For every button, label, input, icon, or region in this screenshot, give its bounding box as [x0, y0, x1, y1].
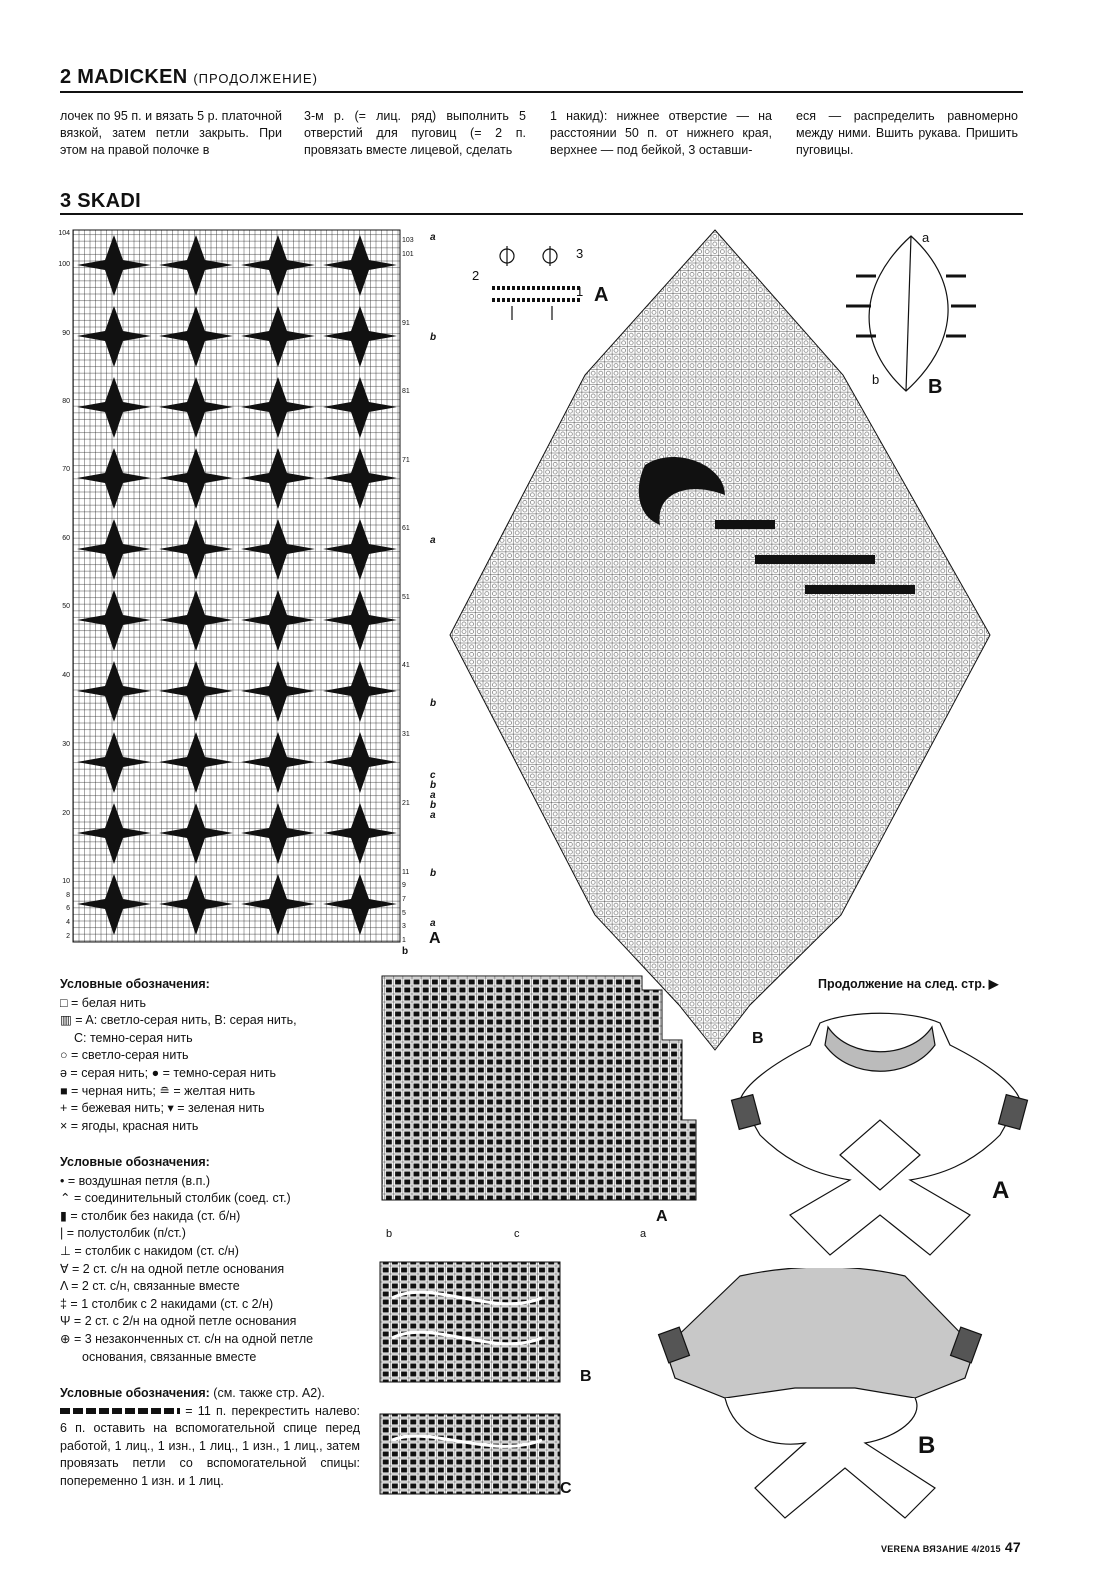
legend-item: ⌃ = соединительный столбик (соед. ст.): [60, 1191, 291, 1206]
row-number: 70: [62, 466, 70, 473]
crochet-b-mark-b: b: [872, 372, 880, 387]
chart-small-b: [372, 1258, 612, 1398]
chart-small-a-mark-c: c: [514, 1228, 520, 1240]
row-number: 61: [402, 525, 410, 532]
continuation-note: Продолжение на след. стр. ▶: [818, 977, 999, 991]
chart-small-a-mark-a: a: [640, 1228, 647, 1240]
row-number: 4: [66, 919, 70, 926]
row-number: 90: [62, 330, 70, 337]
chart-a-grid: [46, 228, 446, 963]
cable-symbol-icon: [60, 1408, 180, 1414]
row-number: 8: [66, 892, 70, 899]
row-number: 31: [402, 731, 410, 738]
crochet-diagram-b: [836, 226, 986, 401]
magazine-name: VERENA ВЯЗАНИЕ 4/2015: [880, 1544, 1001, 1554]
band-letter: a: [430, 810, 436, 821]
legend-item: ‡ = 1 столбик с 2 накидами (ст. с 2/н): [60, 1296, 274, 1311]
chart-small-c: [372, 1410, 612, 1530]
crochet-a-label: A: [594, 284, 609, 306]
legend-item: ■ = черная нить; ≘ = желтая нить: [60, 1083, 256, 1098]
legend-item: | = полустолбик (п/ст.): [60, 1226, 186, 1241]
row-number: 81: [402, 388, 410, 395]
row-number: 2: [66, 933, 70, 940]
row-number: 51: [402, 594, 410, 601]
chart-a-label: A: [429, 930, 441, 947]
legend-item: × = ягоды, красная нить: [60, 1118, 199, 1133]
band-letter: b: [430, 780, 437, 791]
row-number: 3: [402, 923, 406, 930]
chart-a-right-row-numbers: [402, 228, 426, 948]
row-number: 40: [62, 672, 70, 679]
crochet-a-mark-1: 1: [576, 284, 584, 299]
crochet-a-mark-2: 2: [472, 268, 480, 283]
schematic-b: [655, 1268, 985, 1528]
row-number: 10: [62, 878, 70, 885]
row-number: 5: [402, 910, 406, 917]
row-number: 101: [402, 251, 414, 258]
crochet-a-mark-3: 3: [576, 246, 584, 261]
legend-cable-title-suffix: (см. также стр. А2).: [209, 1386, 325, 1400]
schematic-a: [730, 1005, 1030, 1270]
chart-a-bands: [426, 228, 442, 948]
legend-colors: [60, 976, 297, 1135]
text-column-3: 1 накид): нижнее отверстие — на расстоянии 50 п. от нижнего края, верхнее — под бейкой, 3 оставши-: [550, 109, 772, 157]
legend-item: □ = белая нить: [60, 995, 146, 1010]
band-letter: b: [430, 698, 437, 709]
legend-item: • = воздушная петля (в.п.): [60, 1173, 211, 1188]
band-letter: a: [430, 232, 436, 243]
text-column-4: еся — распределить равномерно между ними. Вшить рукава. Пришить пуговицы.: [796, 109, 1018, 157]
legend-cable-note: [60, 1385, 360, 1491]
chart-small-a-label: A: [656, 1208, 668, 1225]
section-2-title: 2 MADICKEN (ПРОДОЛЖЕНИЕ): [60, 66, 318, 88]
crochet-diagram-a: [472, 228, 622, 323]
legend-item: ▮ = столбик без накида (ст. б/н): [60, 1208, 241, 1223]
row-number: 103: [402, 237, 414, 244]
legend-crochet-title: Условные обозначения:: [60, 1155, 210, 1169]
legend-colors-title: Условные обозначения:: [60, 977, 210, 991]
chart-b-diamond-label: B: [752, 1030, 764, 1047]
legend-item: ○ = светло-серая нить: [60, 1048, 189, 1063]
crochet-b-mark-a: a: [922, 230, 930, 245]
legend-item: Ψ = 2 ст. с 2/н на одной петле основания: [60, 1314, 297, 1329]
legend-item: основания, связанные вместе: [82, 1349, 257, 1364]
chart-small-b-label: B: [580, 1368, 592, 1385]
schematic-b-label: B: [918, 1432, 936, 1459]
legend-item: Λ = 2 ст. с/н, связанные вместе: [60, 1279, 240, 1294]
row-number: 80: [62, 398, 70, 405]
row-number: 50: [62, 603, 70, 610]
legend-cable-text: = 11 п. перекрестить налево: 6 п. оставить на вспомогательной спице перед работой, 1 лиц., 1 изн., 1 лиц., 1 изн., 1 лиц., затем провязать петли со вспомогательной спицы: попеременно 1 изн. и 1 лиц.: [60, 1403, 360, 1488]
band-letter: c: [430, 770, 436, 781]
section-3-title: 3 SKADI: [60, 190, 142, 212]
chart-a-left-row-numbers: [48, 228, 70, 948]
chart-a: [46, 228, 446, 963]
section-3-rule: [60, 213, 1023, 215]
section-2-rule: [60, 91, 1023, 93]
text-column-2: 3-м р. (= лиц. ряд) выполнить 5 отверстий для пуговиц (= 2 п. провязать вместе лицевой, сделать: [304, 109, 526, 157]
page-footer: [881, 1539, 1021, 1555]
band-letter: b: [430, 332, 437, 343]
row-number: 11: [402, 869, 410, 876]
row-number: 41: [402, 662, 410, 669]
legend-crochet: [60, 1154, 313, 1366]
row-number: 104: [58, 230, 70, 237]
row-number: 71: [402, 457, 410, 464]
row-number: 9: [402, 882, 406, 889]
band-letter: a: [430, 918, 436, 929]
row-number: 91: [402, 320, 410, 327]
legend-item: ▥ = A: светло-серая нить, B: серая нить,: [60, 1013, 297, 1028]
band-letter: b: [430, 868, 437, 879]
row-number: 20: [62, 810, 70, 817]
legend-item: ⊥ = столбик с накидом (ст. с/н): [60, 1243, 239, 1258]
legend-item: + = бежевая нить; ▾ = зеленая нить: [60, 1101, 265, 1116]
crochet-b-label: B: [928, 376, 943, 398]
chart-small-c-label: C: [560, 1480, 572, 1497]
row-number: 60: [62, 535, 70, 542]
page-number: 47: [1004, 1539, 1021, 1555]
legend-item: ∀ = 2 ст. с/н на одной петле основания: [60, 1261, 285, 1276]
text-column-1: лочек по 95 п. и вязать 5 р. платочной вязкой, затем петли закрыть. При этом на правой полочке в: [60, 109, 282, 157]
legend-item: ⊕ = 3 незаконченных ст. с/н на одной петле: [60, 1331, 314, 1346]
legend-cable-title: Условные обозначения:: [60, 1386, 210, 1400]
chart-a-bottom-mark: b: [402, 946, 409, 957]
band-letter: a: [430, 535, 436, 546]
row-number: 30: [62, 741, 70, 748]
row-number: 21: [402, 800, 410, 807]
row-number: 1: [402, 937, 406, 944]
row-number: 100: [58, 261, 70, 268]
row-number: 6: [66, 905, 70, 912]
chart-small-a: [366, 970, 706, 1250]
legend-item: C: темно-серая нить: [74, 1030, 193, 1045]
band-letter: a: [430, 790, 436, 801]
schematic-a-label: A: [992, 1177, 1010, 1204]
chart-small-a-mark-b: b: [386, 1228, 393, 1240]
row-number: 7: [402, 896, 406, 903]
band-letter: b: [430, 800, 437, 811]
legend-item: ә = серая нить; ● = темно-серая нить: [60, 1065, 277, 1080]
